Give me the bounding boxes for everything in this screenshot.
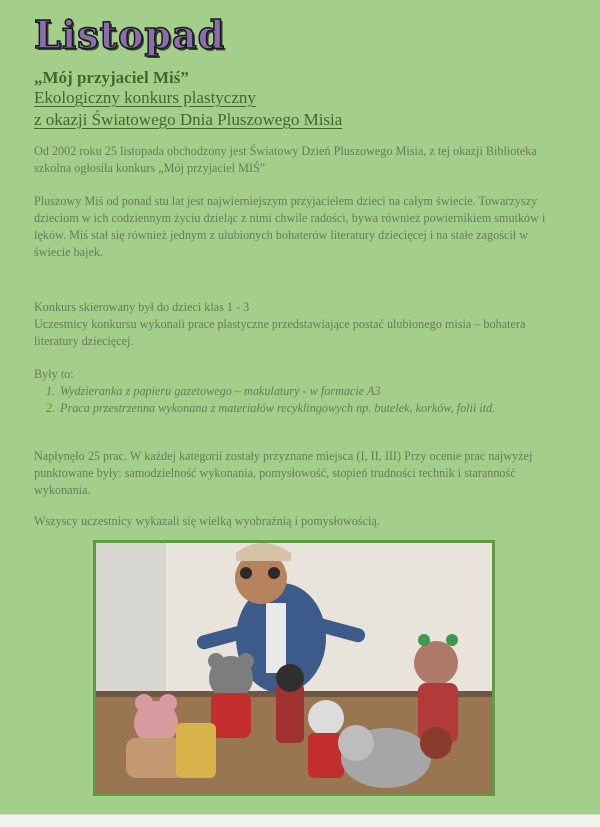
paragraph-results: Napłynęło 25 prac. W każdej kategorii zostały przyznane miejsca (I, II, III) Przy ocenie prac najwyżej punktowane były: samodzielność wykonania, pomysłowość, stopień trudności technik i staranność wykonania. (34, 449, 533, 497)
paragraph-contest (34, 299, 554, 350)
headline: „Mój przyjaciel Miś” (34, 68, 189, 87)
paragraph-closing: Wszyscy uczestnicy wykazali się wielką wyobraźnią i pomysłowością. (34, 514, 380, 528)
contest-description: Uczestnicy konkursu wykonali prace plastyczne przedstawiające postać ulubionego misia – bohatera literatury dziecięcej. (34, 317, 526, 348)
list-item: 1. Wydzieranka z papieru gazetowego – makulatury - w formacie A3 (58, 383, 554, 400)
page-title: Listopad (34, 12, 226, 57)
page-bottom-edge (0, 814, 600, 827)
subtitle-line-2: z okazji Światowego Dnia Pluszowego Misia (34, 110, 343, 129)
list-intro: Były to: (34, 367, 74, 381)
list-item: 2. Praca przestrzenna wykonana z materiałów recyklingowych np. butelek, korków, folii itd. (58, 400, 554, 417)
category-list (34, 383, 554, 417)
subtitle-line-1: Ekologiczny konkurs plastyczny (34, 88, 256, 107)
teddy-bears-illustration (96, 543, 492, 793)
paragraph-teddy: Pluszowy Miś od ponad stu lat jest najwierniejszym przyjacielem dzieci na całym świecie. Towarzyszy dzieciom w ich codziennym życiu dzieląc z nimi chwile radości, bywa również powiernikiem smutków i lęków. Miś stał się również jednym z ulubionych bohaterów literatury dziecięcej i na stałe zagościł w świecie bajek. (34, 194, 546, 259)
teddy-bears-photo (93, 540, 495, 796)
paragraph-intro: Od 2002 roku 25 listopada obchodzony jest Światowy Dzień Pluszowego Misia, z tej okazji Biblioteka szkolna ogłosiła konkurs „Mój przyjaciel MIŚ” (34, 144, 537, 175)
categories-block (34, 366, 554, 417)
contest-audience: Konkurs skierowany był do dzieci klas 1 - 3 (34, 300, 250, 314)
